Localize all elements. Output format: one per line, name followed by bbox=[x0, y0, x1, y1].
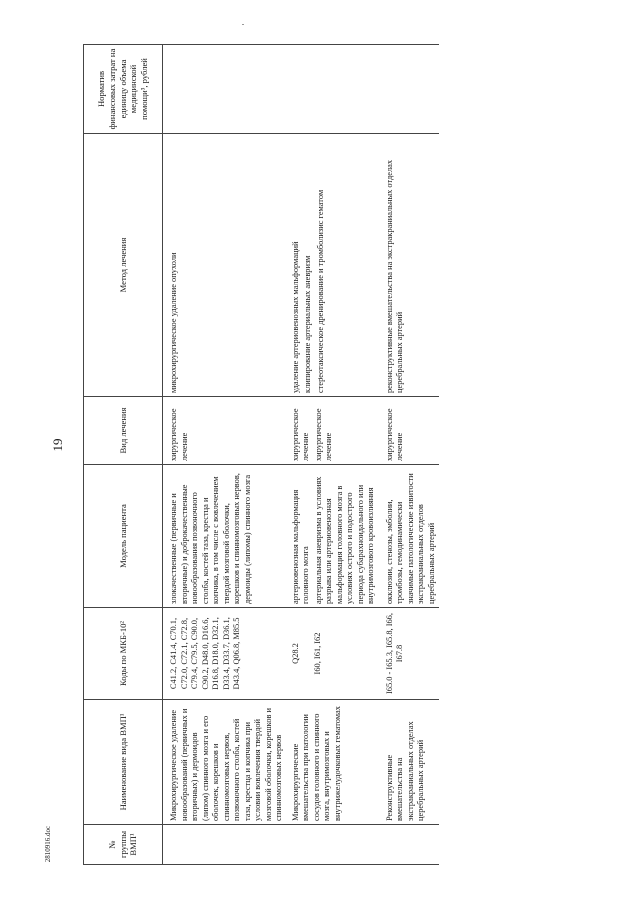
model-item: артериовенозная мальформация головного мозга bbox=[290, 489, 310, 604]
cell-vmp-name: Микрохирургические вмешательства при патологии сосудов головного и спинного мозга, внутримозговых и внутрижелудочковых гематомах bbox=[287, 700, 381, 825]
table-container bbox=[83, 45, 563, 865]
rotated-table-region bbox=[83, 45, 563, 865]
cell-treatment-method bbox=[381, 134, 440, 397]
cell-patient-model bbox=[287, 465, 381, 608]
cell-icd-codes: C41.2, C41.4, C70.1, C72.0, C72.1, C72.8, C79.4, C79.5, C90.0, C90.2, D48.0, D16.6, D16.8, D18.0, D32.1, D33.4, D33.7, D36.1, D43.4, Q06.8, M85.5 bbox=[163, 608, 287, 700]
cell-group bbox=[287, 825, 381, 865]
header-treatment-method: Метод лечения bbox=[84, 134, 163, 397]
cell-cost-norm bbox=[163, 45, 287, 134]
cell-icd-codes: I65.0 - I65.3, I65.8, I66, I67.8 bbox=[381, 608, 440, 700]
cell-treatment-type: хирургическое лечение bbox=[381, 397, 440, 465]
method-item: реконструктивные вмешательства на экстракраниальных отделах церебральных артерий bbox=[384, 159, 404, 393]
treatment-item: хирургическое лечение bbox=[313, 408, 333, 461]
cell-group bbox=[381, 825, 440, 865]
code-item: Q28.2 bbox=[290, 643, 300, 664]
model-item: артериальная аневризма в условиях разрыва или артериовенозная мальформация головного мозга в условиях острого и подострого периода субарахноидального или внутримозгового кровоизлияния bbox=[313, 476, 375, 604]
cell-vmp-name: Реконструктивные вмешательства на экстракраниальных отделах церебральных артерий bbox=[381, 700, 440, 825]
header-cost-norm: Норматив финансовых затрат на единицу объема медицинской помощи³, рублей bbox=[84, 45, 163, 134]
table-row bbox=[163, 45, 287, 865]
treatment-item: хирургическое лечение bbox=[290, 408, 310, 461]
table-row bbox=[287, 45, 381, 865]
header-vmp-name: Наименование вида ВМП¹ bbox=[84, 700, 163, 825]
cell-treatment-method bbox=[287, 134, 381, 397]
cell-treatment-type: хирургическое лечение bbox=[163, 397, 287, 465]
cell-treatment-method bbox=[163, 134, 287, 397]
cell-cost-norm bbox=[287, 45, 381, 134]
table-row bbox=[381, 45, 440, 865]
cell-icd-codes bbox=[287, 608, 381, 700]
cell-patient-model: окклюзии, стенозы, эмболии, тромбозы, гемодинамически значимые патологические извитости экстракраниальных отделов церебральных артерий bbox=[381, 465, 440, 608]
header-row bbox=[84, 45, 163, 865]
page-number: 19 bbox=[50, 438, 65, 452]
cell-cost-norm bbox=[381, 45, 440, 134]
header-patient-model: Модель пациента bbox=[84, 465, 163, 608]
method-item: микрохирургическое удаление опухоли bbox=[169, 252, 178, 393]
scan-speck bbox=[242, 24, 244, 25]
cell-patient-model: злокачественные (первичные и вторичные) и доброкачественные новообразования позвоночного столба, костей таза, крестца и копчика, в том числе с вовлечением твердой мозговой оболочки, корешков и спинномозговых нервов, дермоиды (липомы) спинного мозга bbox=[163, 465, 287, 608]
header-treatment-type: Вид лечения bbox=[84, 397, 163, 465]
footer-filename: 2810916.doc bbox=[44, 825, 52, 863]
header-icd-codes: Коды по МКБ-10² bbox=[84, 608, 163, 700]
header-group: № группы ВМП¹ bbox=[84, 825, 163, 865]
vmp-table bbox=[83, 44, 439, 865]
cell-vmp-name: Микрохирургическое удаление новообразований (первичных и вторичных) и дермоидов (липом) спинного мозга и его оболочек, корешков и спинномозговых нервов, позвоночного столба, костей таза, крестца и копчика при условии вовлечения твердой мозговой оболочки, корешков и спинномозговых нервов bbox=[163, 700, 287, 825]
method-item: клипирование артериальных аневризм bbox=[303, 255, 312, 393]
method-item: удаление артериовенозных мальформаций bbox=[290, 241, 300, 393]
code-item: I60, I61, I62 bbox=[313, 632, 322, 675]
cell-treatment-type bbox=[287, 397, 381, 465]
method-item: стереотаксическое дренирование и тромболизис гематом bbox=[315, 189, 325, 393]
cell-group bbox=[163, 825, 287, 865]
